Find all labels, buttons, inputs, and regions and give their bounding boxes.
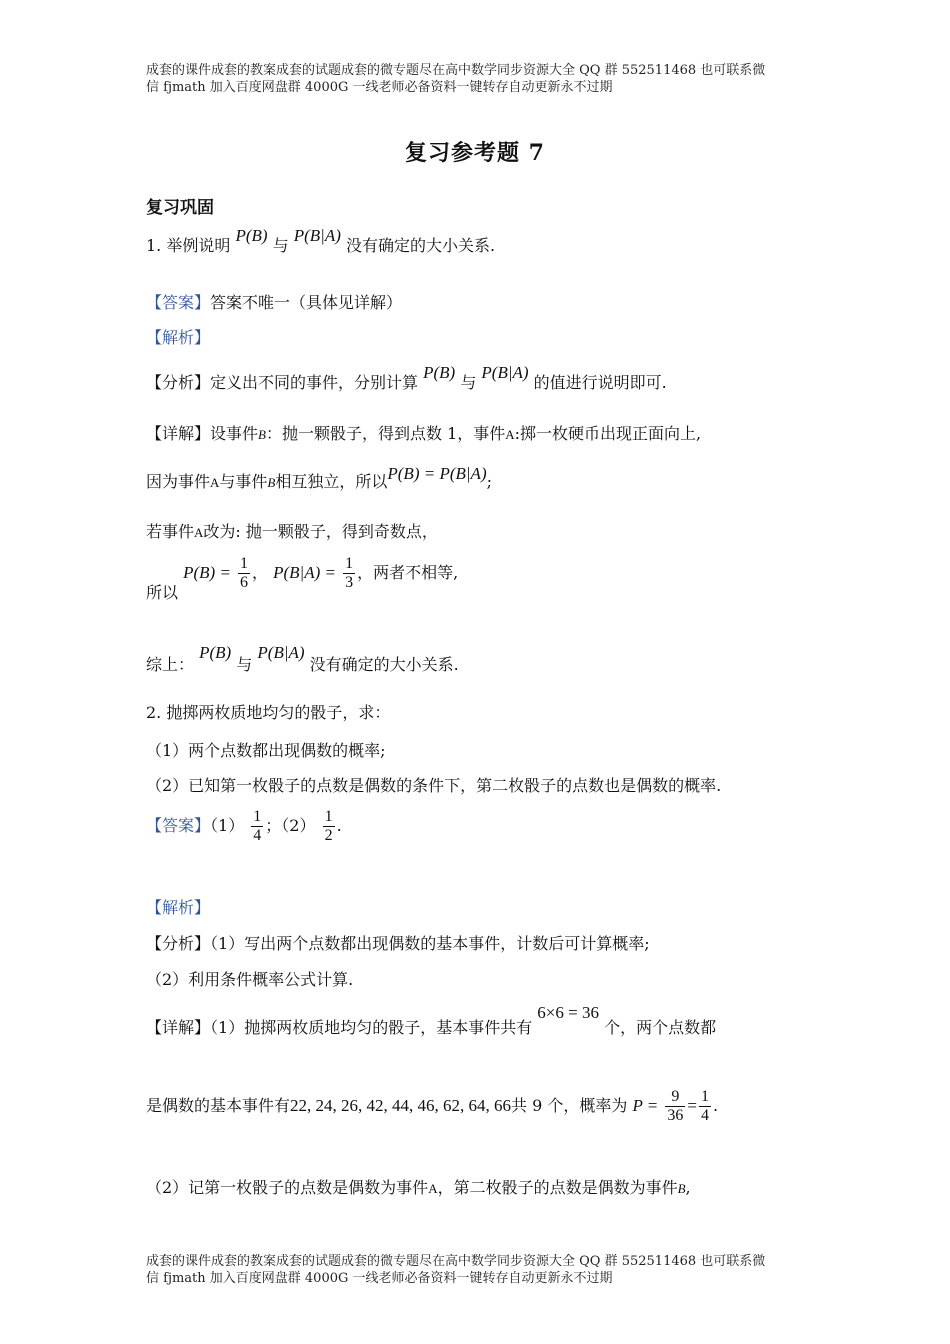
header-banner-line2: 信 fjmath 加入百度网盘群 4000G 一线老师必备资料一键转存自动更新永不过期 xyxy=(146,80,613,95)
detail-1-line4: 所以 P(B) = $\frac{1}{6}$ ， P(B|A) = $\frac{1}{3}$ ，两者不相等, xyxy=(146,555,459,602)
detail-2-line1: 【详解】（1）抛掷两枚质地均匀的骰子，基本事件共有 6×6 = 36 个，两个点数都 xyxy=(146,1003,717,1037)
fraction-1-6: $\frac{1}{6}$ xyxy=(240,555,249,591)
analysis-tag: 【解析】 xyxy=(146,328,211,347)
fraction-1-4-b: $\frac{1}{4}$ xyxy=(700,1088,709,1124)
footer-banner-line2: 信 fjmath 加入百度网盘群 4000G 一线老师必备资料一键转存自动更新永不过期 xyxy=(146,1271,613,1286)
footer-banner-line1: 成套的课件成套的教案成套的试题成套的微专题尽在高中数学同步资源大全 QQ 群 552511468 也可联系微 xyxy=(146,1254,766,1269)
analysis-1: 【分析】定义出不同的事件，分别计算 P(B) 与 P(B|A) 的值进行说明即可. xyxy=(146,363,667,392)
fraction-1-2: $\frac{1}{2}$ xyxy=(324,808,333,844)
answer-1: 【答案】答案不唯一（具体见详解） xyxy=(146,293,403,312)
question-2-part1: （1）两个点数都出现偶数的概率; xyxy=(146,741,386,760)
question-1: 1. 举例说明 P(B) 与 P(B|A) 没有确定的大小关系. xyxy=(146,226,496,255)
header-banner-line1: 成套的课件成套的教案成套的试题成套的微专题尽在高中数学同步资源大全 QQ 群 552511468 也可联系微 xyxy=(146,63,766,78)
detail-1-line1: 【详解】设事件B：抛一颗骰子，得到点数 1，事件A:掷一枚硬币出现正面向上, xyxy=(146,424,702,443)
conclusion-1: 综上： P(B) 与 P(B|A) 没有确定的大小关系. xyxy=(146,643,459,674)
section-heading: 复习巩固 xyxy=(146,198,214,218)
detail-1-line3: 若事件A改为: 抛一颗骰子，得到奇数点， xyxy=(146,522,438,541)
page-title: 复习参考题 7 xyxy=(405,140,545,166)
detail-2-line2: 是偶数的基本事件有22, 24, 26, 42, 44, 46, 62, 64, 66共 9 个，概率为 P = $\frac{9}{36}$ = $\frac{1}{4}$ . xyxy=(146,1088,719,1124)
fraction-1-4: $\frac{1}{4}$ xyxy=(253,808,262,844)
detail-1-line2: 因为事件A与事件B相互独立，所以P(B) = P(B|A); xyxy=(146,464,492,491)
fraction-9-36: $\frac{9}{36}$ xyxy=(667,1088,684,1124)
detail-2-line3: （2）记第一枚骰子的点数是偶数为事件A，第二枚骰子的点数是偶数为事件B, xyxy=(146,1178,691,1197)
analysis-2-tag: 【解析】 xyxy=(146,898,211,917)
answer-tag: 【答案】 xyxy=(146,293,211,312)
analysis-2-line1: 【分析】（1）写出两个点数都出现偶数的基本事件，计数后可计算概率; xyxy=(146,934,650,953)
fraction-1-3: $\frac{1}{3}$ xyxy=(345,555,354,591)
analysis-2-line2: （2）利用条件概率公式计算. xyxy=(146,970,354,989)
question-2: 2. 抛掷两枚质地均匀的骰子，求： xyxy=(146,703,391,722)
answer-2: 【答案】（1） $\frac{1}{4}$ ；（2） $\frac{1}{2}$ . xyxy=(146,808,342,844)
question-2-part2: （2）已知第一枚骰子的点数是偶数的条件下，第二枚骰子的点数也是偶数的概率. xyxy=(146,776,722,795)
